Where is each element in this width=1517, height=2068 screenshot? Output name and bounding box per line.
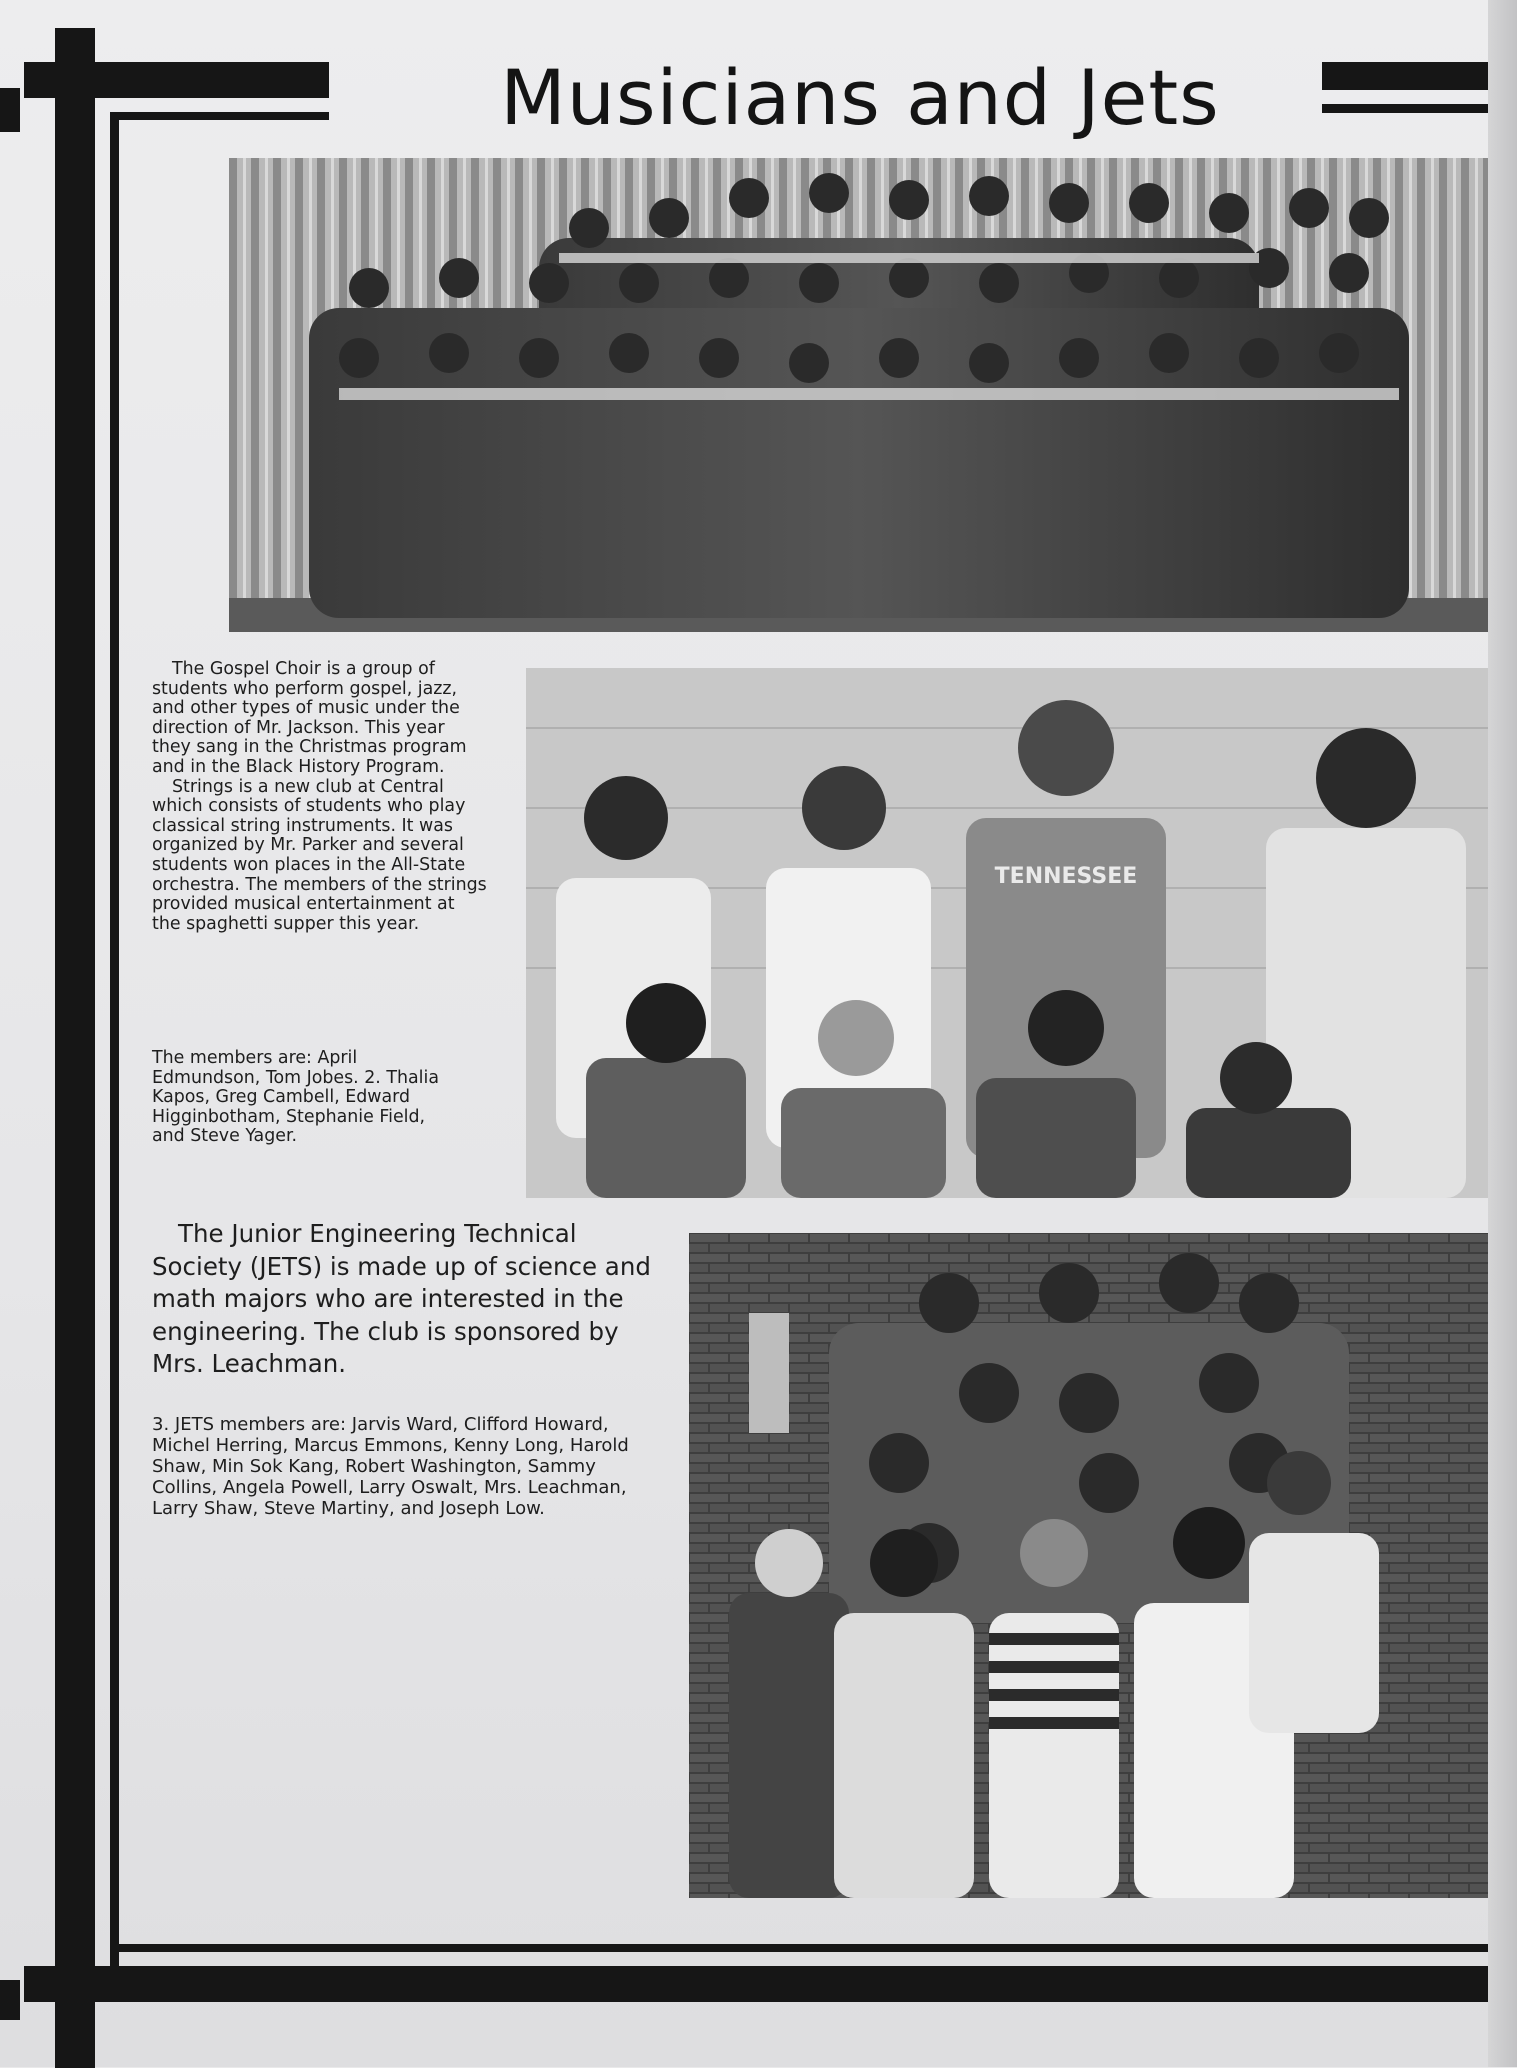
frame-left-inner-line	[110, 112, 119, 1982]
frame-left-outer-bar	[55, 28, 95, 2068]
tennessee-shirt-text: TENNESSEE	[994, 864, 1138, 889]
frame-top-right-thin-line	[1322, 104, 1488, 113]
binding-marker-top	[0, 88, 20, 132]
choir-photo-illustration	[229, 158, 1488, 632]
page-edge-shadow	[1488, 0, 1517, 2067]
choir-caption-paragraph: The Gospel Choir is a group of students who perform gospel, jazz, and other types of music under the direction of Mr. Jackson. This year they sang in the Christmas program and in the Black History Program.	[152, 659, 467, 777]
strings-caption-paragraph: Strings is a new club at Central which consists of students who play classical string instruments. It was organized by Mr. Parker and several students won places in the All-State orchestra. The members of the strings provided musical entertainment at the spaghetti supper this year.	[152, 776, 487, 934]
jets-group-photo	[689, 1233, 1488, 1898]
frame-top-right-bar	[1322, 62, 1488, 90]
strings-group-photo	[526, 668, 1488, 1198]
choir-group-photo	[229, 158, 1488, 632]
frame-top-left-thin-line	[110, 112, 329, 120]
binding-marker-bottom	[0, 1980, 20, 2020]
frame-bottom-bar	[24, 1966, 1488, 2002]
strings-photo-illustration	[526, 668, 1488, 1198]
choir-strings-caption	[152, 660, 487, 934]
page-title: Musicians and Jets	[500, 53, 1220, 142]
frame-bottom-thin-line	[110, 1944, 1488, 1952]
jets-photo-illustration	[689, 1233, 1488, 1898]
strings-members-caption: The members are: April Edmundson, Tom Jobes. 2. Thalia Kapos, Greg Cambell, Edward Higginbotham, Stephanie Field, and Steve Yager.	[152, 1048, 439, 1147]
jets-members-caption: 3. JETS members are: Jarvis Ward, Clifford Howard, Michel Herring, Marcus Emmons, Kenny Long, Harold Shaw, Min Sok Kang, Robert Washington, Sammy Collins, Angela Powell, Larry Oswalt, Mrs. Leachman, Larry Shaw, Steve Martiny, and Joseph Low.	[152, 1414, 629, 1519]
frame-top-left-bar	[24, 62, 329, 98]
jets-description: The Junior Engineering Technical Society (JETS) is made up of science and math majors who are interested in the engineering. The club is sponsored by Mrs. Leachman.	[152, 1219, 651, 1378]
